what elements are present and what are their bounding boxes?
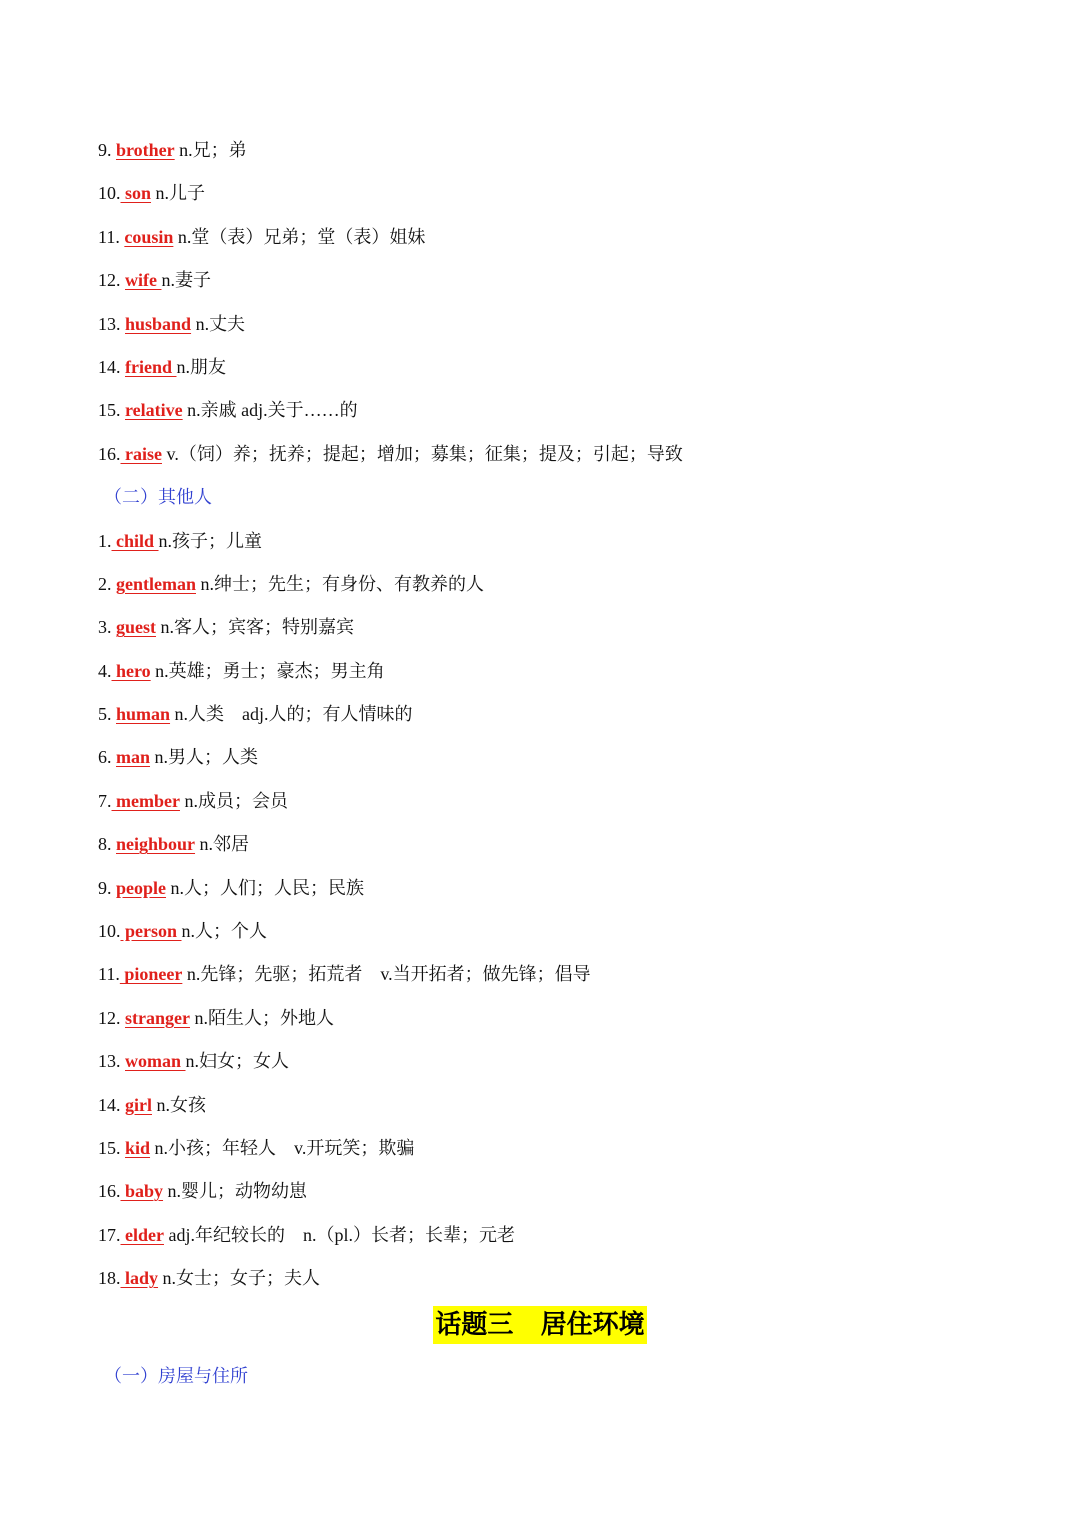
vocab-definition: n.女士；女子；夫人 bbox=[158, 1268, 321, 1289]
vocab-entry bbox=[98, 1127, 998, 1170]
vocab-definition: n.男人；人类 bbox=[150, 747, 259, 768]
entry-number: 11. bbox=[98, 964, 120, 985]
vocab-definition: n.堂（表）兄弟；堂（表）姐妹 bbox=[173, 226, 426, 247]
vocab-entry bbox=[98, 693, 998, 736]
entry-number: 15. bbox=[98, 400, 125, 421]
vocab-word: man bbox=[116, 747, 151, 768]
vocab-definition: n.绅士；先生；有身份、有教养的人 bbox=[196, 573, 484, 594]
vocab-word: girl bbox=[125, 1094, 152, 1115]
entry-number: 15. bbox=[98, 1137, 125, 1158]
vocab-entry bbox=[98, 389, 998, 432]
vocab-word: people bbox=[116, 877, 167, 898]
entry-number: 10. bbox=[98, 921, 121, 942]
topic-heading-wrapper bbox=[0, 1306, 1080, 1344]
vocab-entry bbox=[98, 736, 998, 779]
vocab-entry bbox=[98, 997, 998, 1040]
vocab-word: guest bbox=[116, 617, 156, 638]
vocab-word: baby bbox=[120, 1181, 164, 1202]
entry-number: 10. bbox=[98, 183, 121, 204]
vocab-definition: n.女孩 bbox=[152, 1094, 206, 1115]
entry-number: 13. bbox=[98, 1051, 125, 1072]
vocab-definition: adj.年纪较长的 n.（pl.）长者；长辈；元老 bbox=[163, 1224, 515, 1245]
vocab-entry bbox=[98, 303, 998, 346]
vocab-word: husband bbox=[125, 313, 192, 334]
vocab-entry bbox=[98, 129, 998, 172]
entry-number: 6. bbox=[98, 747, 116, 768]
vocab-word: lady bbox=[120, 1268, 159, 1289]
vocab-word: human bbox=[116, 704, 171, 725]
vocab-definition: n.英雄；勇士；豪杰；男主角 bbox=[150, 660, 385, 681]
vocab-word: member bbox=[111, 790, 180, 811]
entry-number: 1. bbox=[98, 530, 112, 551]
vocab-entry bbox=[98, 867, 998, 910]
entry-number: 12. bbox=[98, 1007, 125, 1028]
entry-number: 16. bbox=[98, 443, 121, 464]
entry-number: 13. bbox=[98, 313, 125, 334]
entry-number: 3. bbox=[98, 617, 116, 638]
vocab-entry bbox=[98, 910, 998, 953]
vocab-definition: n.妇女；女人 bbox=[185, 1051, 290, 1072]
vocab-word: cousin bbox=[124, 226, 174, 247]
vocab-word: raise bbox=[120, 443, 162, 464]
entry-number: 4. bbox=[98, 660, 112, 681]
vocab-definition: n.小孩；年轻人 v.开玩笑；欺骗 bbox=[150, 1137, 415, 1158]
entry-number: 8. bbox=[98, 834, 116, 855]
subheading-others: （二）其他人 bbox=[104, 487, 212, 508]
vocab-word: gentleman bbox=[116, 573, 196, 594]
vocab-definition: v.（饲）养；抚养；提起；增加；募集；征集；提及；引起；导致 bbox=[161, 443, 683, 464]
vocab-definition: n.陌生人；外地人 bbox=[189, 1007, 334, 1028]
vocab-entry bbox=[98, 259, 998, 302]
vocab-word: stranger bbox=[125, 1007, 190, 1028]
vocab-entry bbox=[98, 216, 998, 259]
entry-number: 16. bbox=[98, 1181, 121, 1202]
vocab-definition: n.成员；会员 bbox=[179, 790, 288, 811]
vocab-entry bbox=[98, 953, 998, 996]
entry-number: 17. bbox=[98, 1224, 121, 1245]
vocab-entry bbox=[98, 346, 998, 389]
entry-number: 18. bbox=[98, 1268, 121, 1289]
vocab-definition: n.丈夫 bbox=[191, 313, 246, 334]
vocab-entry bbox=[98, 1170, 998, 1213]
entry-number: 14. bbox=[98, 356, 125, 377]
vocab-definition: n.邻居 bbox=[195, 834, 250, 855]
vocab-entry bbox=[98, 520, 998, 563]
vocab-entry bbox=[98, 780, 998, 823]
vocab-definition: n.儿子 bbox=[151, 183, 206, 204]
vocab-definition: n.兄；弟 bbox=[174, 140, 247, 160]
vocab-entry bbox=[98, 823, 998, 866]
vocab-word: person bbox=[120, 921, 182, 942]
vocab-entry bbox=[98, 172, 998, 215]
vocab-definition: n.孩子；儿童 bbox=[158, 530, 263, 551]
entry-number: 2. bbox=[98, 573, 116, 594]
section-heading-housing: （一）房屋与住所 bbox=[104, 1366, 248, 1386]
entry-number: 14. bbox=[98, 1094, 125, 1115]
vocab-list-family bbox=[98, 129, 998, 1301]
vocab-entry bbox=[98, 563, 998, 606]
vocab-entry bbox=[98, 1214, 998, 1257]
vocab-word: brother bbox=[116, 140, 175, 160]
vocab-definition: n.人；个人 bbox=[181, 921, 268, 942]
vocab-word: neighbour bbox=[116, 834, 196, 855]
entry-number: 12. bbox=[98, 270, 125, 291]
vocab-entry bbox=[98, 1040, 998, 1083]
vocab-definition: n.妻子 bbox=[161, 270, 211, 291]
entry-number: 9. bbox=[98, 877, 116, 898]
vocab-entry bbox=[98, 433, 998, 476]
vocab-word: kid bbox=[125, 1137, 151, 1158]
vocab-definition: n.朋友 bbox=[176, 356, 226, 377]
vocab-word: woman bbox=[125, 1051, 186, 1072]
vocab-definition: n.人；人们；人民；民族 bbox=[166, 877, 365, 898]
vocab-entry bbox=[98, 650, 998, 693]
vocab-word: friend bbox=[125, 356, 177, 377]
entry-number: 7. bbox=[98, 790, 112, 811]
vocab-entry bbox=[98, 1257, 998, 1300]
vocab-definition: n.客人；宾客；特别嘉宾 bbox=[156, 617, 354, 638]
vocab-word: hero bbox=[111, 660, 151, 681]
vocab-entry bbox=[98, 606, 998, 649]
vocab-word: elder bbox=[120, 1224, 164, 1245]
vocab-definition: n.先锋；先驱；拓荒者 v.当开拓者；做先锋；倡导 bbox=[182, 964, 591, 985]
vocab-word: wife bbox=[125, 270, 162, 291]
entry-number: 9. bbox=[98, 140, 116, 160]
vocab-entry bbox=[98, 1084, 998, 1127]
vocab-word: child bbox=[111, 530, 159, 551]
vocab-definition: n.人类 adj.人的；有人情味的 bbox=[170, 704, 413, 725]
vocab-definition: n.婴儿；动物幼崽 bbox=[163, 1181, 308, 1202]
vocab-word: relative bbox=[125, 400, 183, 421]
topic-title: 话题三 居住环境 bbox=[433, 1306, 646, 1344]
entry-number: 11. bbox=[98, 226, 125, 247]
vocab-word: pioneer bbox=[119, 964, 183, 985]
vocab-word: son bbox=[120, 183, 152, 204]
vocab-definition: n.亲戚 adj.关于……的 bbox=[182, 400, 358, 421]
entry-number: 5. bbox=[98, 704, 116, 725]
